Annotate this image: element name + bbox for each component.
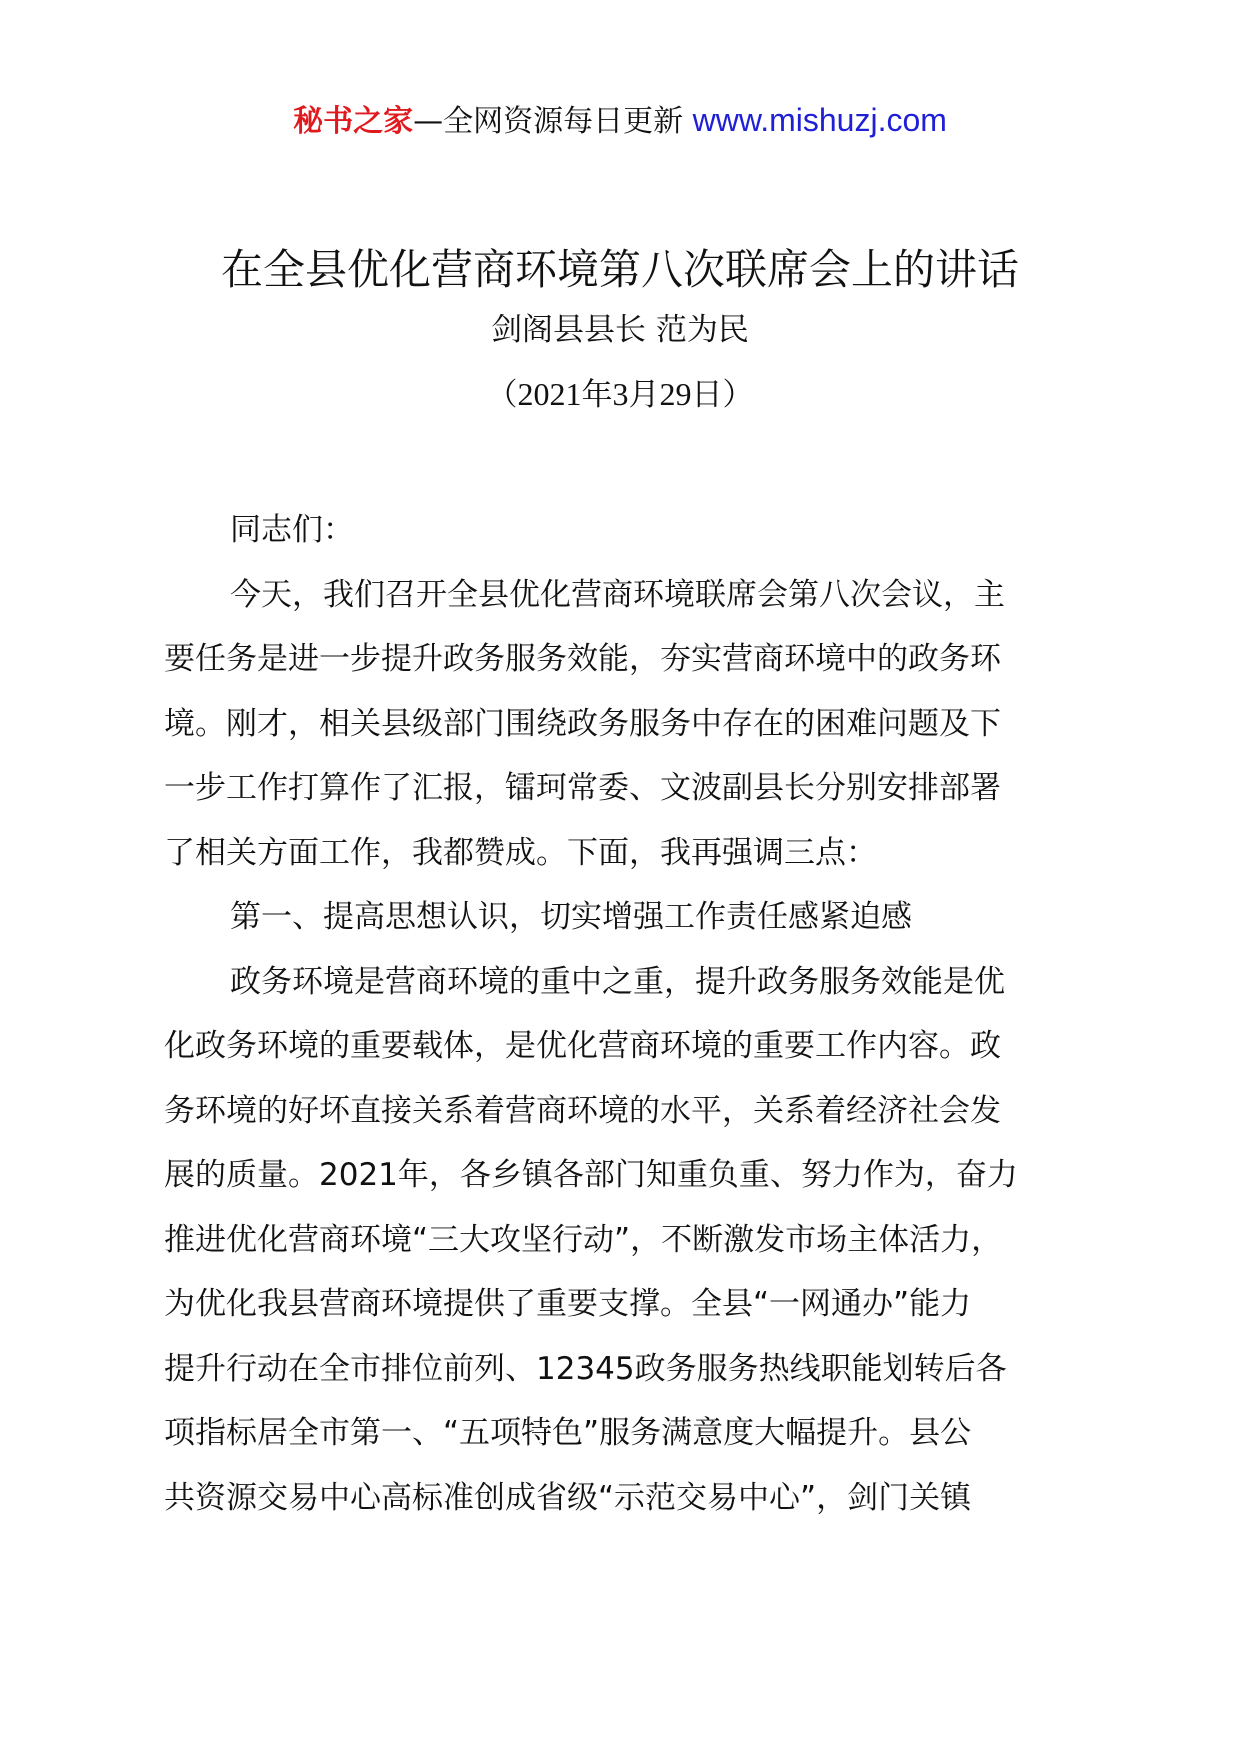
body-line: 务环境的好坏直接关系着营商环境的水平，关系着经济社会发	[164, 1092, 1001, 1129]
site-brand: 秘书之家	[293, 104, 414, 139]
date-close-paren: ）	[722, 377, 754, 413]
body-line: 项指标居全市第一、“五项特色”服务满意度大幅提升。县公	[164, 1415, 972, 1451]
date-open-paren: （	[486, 377, 518, 413]
site-url-link[interactable]: www.mishuzj.com	[692, 102, 947, 138]
body-line: 一步工作打算作了汇报，镭珂常委、文波副县长分别安排部署	[164, 770, 1001, 806]
site-header	[0, 100, 1240, 142]
date-day: 29	[659, 376, 692, 412]
section-heading: 第一、提高思想认识，切实增强工作责任感紧迫感	[230, 899, 912, 935]
document-body	[164, 498, 1094, 1530]
date-month: 3	[612, 376, 629, 412]
body-line: 展的质量。2021年，各乡镇各部门知重负重、努力作为，奋力	[164, 1157, 1018, 1193]
salutation: 同志们：	[230, 512, 354, 548]
body-line: 了相关方面工作，我都赞成。下面，我再强调三点：	[164, 834, 877, 871]
body-line: 为优化我县营商环境提供了重要支撑。全县“一网通办”能力	[164, 1286, 972, 1322]
body-line: 推进优化营商环境“三大攻坚行动”，不断激发市场主体活力，	[164, 1221, 1003, 1258]
body-line: 化政务环境的重要载体，是优化营商环境的重要工作内容。政	[164, 1028, 1001, 1064]
date-day-unit: 日	[691, 377, 723, 413]
document-date	[0, 372, 1240, 417]
body-line: 共资源交易中心高标准创成省级“示范交易中心”，剑门关镇	[164, 1479, 972, 1516]
body-line: 境。刚才，相关县级部门围绕政务服务中存在的困难问题及下	[164, 705, 1001, 742]
body-line: 政务环境是营商环境的重中之重，提升政务服务效能是优	[230, 963, 1005, 1000]
document-byline: 剑阁县县长 范为民	[491, 312, 749, 348]
document-title: 在全县优化营商环境第八次联席会上的讲话	[220, 245, 1019, 294]
date-year-unit: 年	[581, 377, 613, 413]
body-line: 今天，我们召开全县优化营商环境联席会第八次会议，主	[230, 576, 1005, 613]
date-year: 2021	[517, 376, 582, 412]
date-month-unit: 月	[628, 377, 660, 413]
site-tagline: —全网资源每日更新	[413, 104, 684, 139]
body-line: 提升行动在全市排位前列、12345政务服务热线职能划转后各	[164, 1350, 1007, 1387]
body-line: 要任务是进一步提升政务服务效能，夯实营商环境中的政务环	[164, 641, 1001, 677]
